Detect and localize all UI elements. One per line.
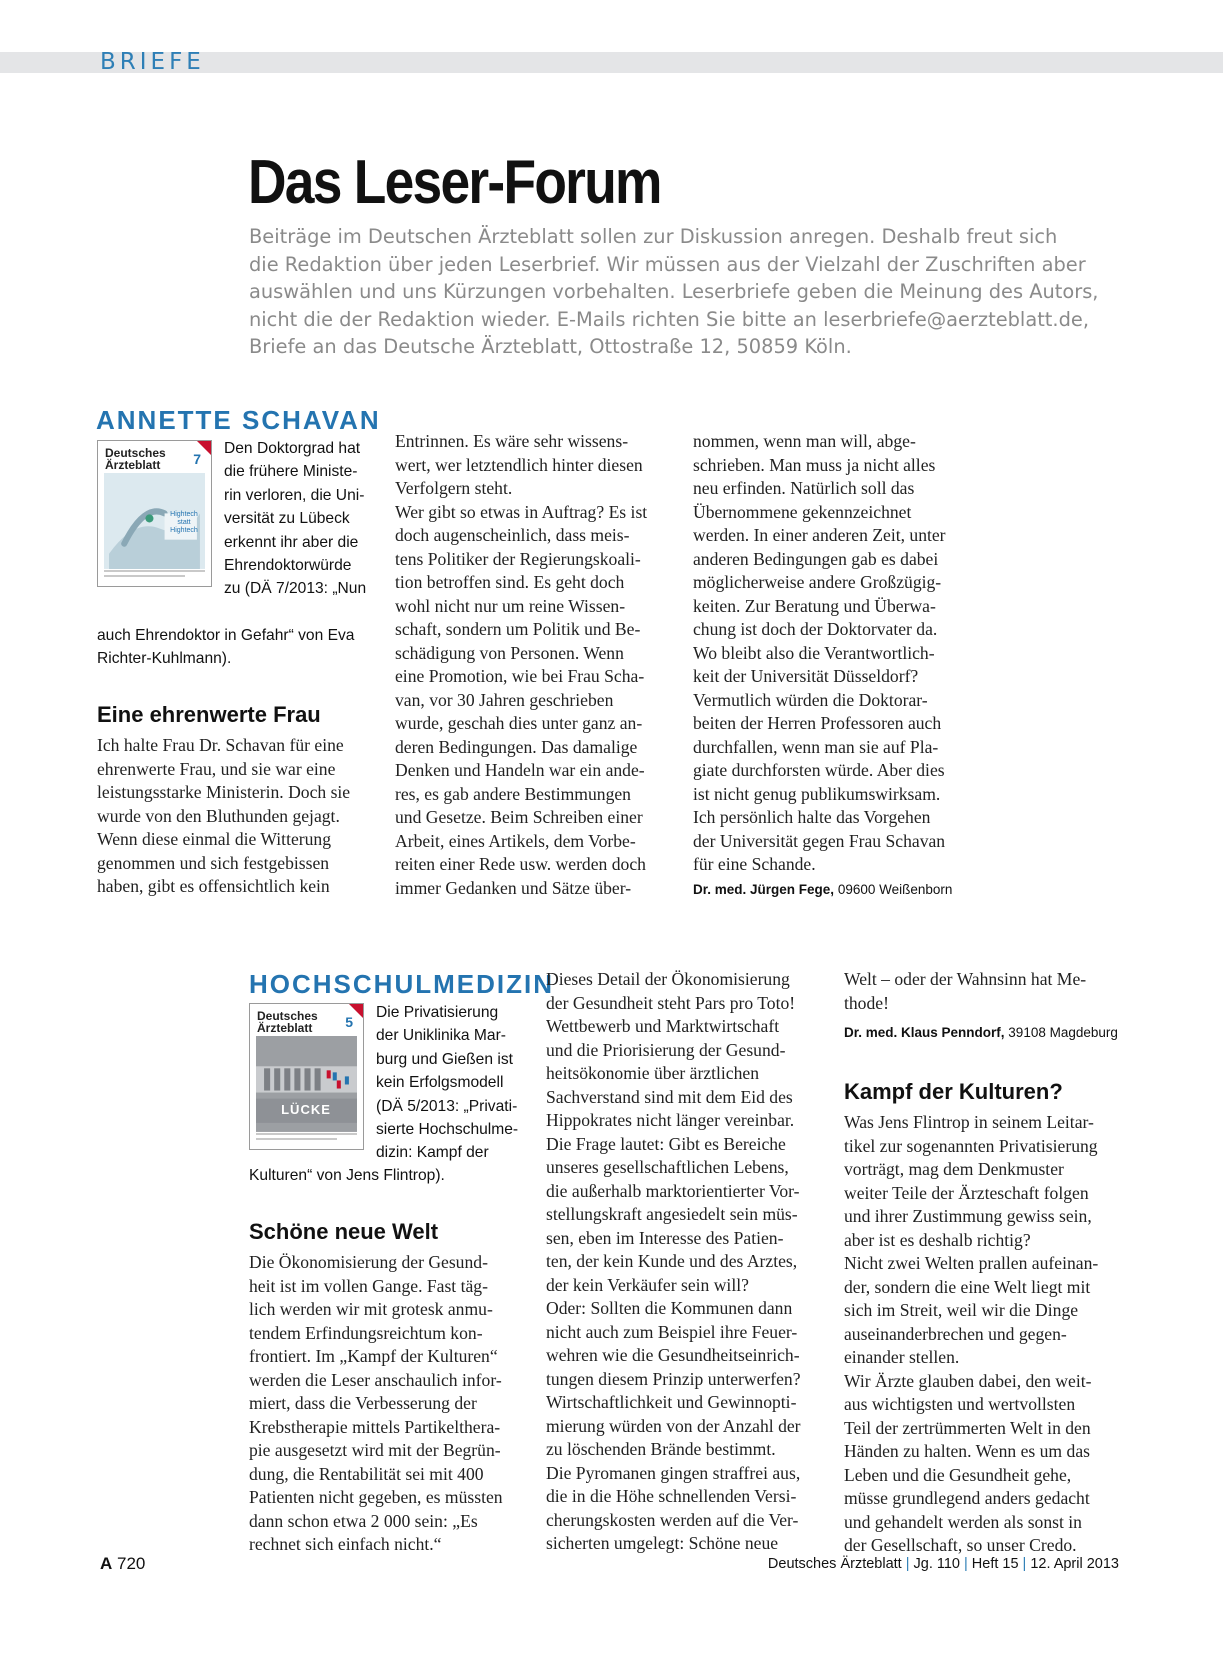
body-line: sicherten umgelegt: Schöne neue: [546, 1533, 779, 1553]
intro-text: [249, 223, 1129, 361]
article1-column-1: [97, 734, 350, 899]
body-line: res, es gab andere Bestimmungen: [395, 783, 631, 804]
teaser-line: auch Ehrendoktor in Gefahr“ von Eva: [97, 627, 355, 644]
teaser-line: rin verloren, die Uni-: [224, 486, 365, 504]
body-line: tens Politiker der Regierungskoali-: [395, 548, 641, 569]
cover-text-lines: [104, 570, 205, 582]
article1-heading: ANNETTE SCHAVAN: [96, 405, 381, 435]
body-line: miert, dass die Verbesserung der: [249, 1393, 477, 1413]
body-line: Nicht zwei Welten prallen aufeinan-: [844, 1253, 1099, 1273]
body-line: und die Priorisierung der Gesund-: [546, 1039, 786, 1060]
body-line: einander stellen.: [844, 1347, 960, 1367]
body-line: der Gesellschaft, so unser Credo.: [844, 1535, 1077, 1555]
page-number-value: 720: [117, 1554, 146, 1573]
body-line: stellungskraft angesiedelt sein müs-: [546, 1204, 798, 1224]
body-line: Patienten nicht gegeben, es müssten: [249, 1487, 503, 1507]
body-line: dung, die Rentabilität sei mit 400: [249, 1463, 484, 1484]
intro-line: auswählen und uns Kürzungen vorbehalten. Leserbriefe geben die Meinung des Autors,: [249, 280, 1099, 304]
footer-separator: |: [1022, 1556, 1027, 1572]
teaser-line: dizin: Kampf der: [376, 1144, 489, 1162]
body-line: durchfallen, wenn man sie auf Pla-: [693, 736, 939, 757]
body-line: neu erfinden. Natürlich soll das: [693, 478, 915, 498]
article2-letter2-title: Kampf der Kulturen?: [844, 1079, 1063, 1104]
footer-separator: |: [964, 1556, 968, 1572]
article2-heading: HOCHSCHULMEDIZIN: [249, 969, 554, 999]
body-line: Wir Ärzte glauben dabei, den weit-: [844, 1370, 1092, 1391]
body-line: tendem Erfindungsreichtum kon-: [249, 1322, 483, 1343]
body-line: dann schon etwa 2 000 sein: „Es: [249, 1510, 478, 1531]
body-line: heit ist im vollen Gange. Fast täg-: [249, 1275, 488, 1296]
article1-column-2: [395, 430, 647, 900]
article1-teaser-continued: [97, 624, 354, 671]
body-line: aber ist es deshalb richtig?: [844, 1229, 1031, 1250]
body-line: eine Promotion, wie bei Frau Scha-: [395, 666, 645, 686]
body-line: Arbeit, eines Artikels, dem Vorbe-: [395, 830, 636, 851]
body-line: Hippokrates nicht länger vereinbar.: [546, 1110, 795, 1130]
body-line: haben, gibt es offensichtlich kein: [97, 876, 330, 896]
body-line: sich im Streit, weil wir die Dinge: [844, 1300, 1079, 1320]
body-line: vorträgt, mag dem Denkmuster: [844, 1159, 1064, 1179]
body-line: wurde, geschah dies unter ganz an-: [395, 713, 643, 733]
article2-letter1-title: Schöne neue Welt: [249, 1219, 439, 1244]
body-line: und Gesetze. Beim Schreiben einer: [395, 807, 643, 827]
teaser-line: erkennt ihr aber die: [224, 533, 359, 551]
body-line: deren Bedingungen. Das damalige: [395, 736, 638, 757]
body-line: Die Ökonomisierung der Gesund-: [249, 1252, 488, 1272]
article1-teaser: [224, 437, 366, 601]
body-line: auseinanderbrechen und gegen-: [844, 1323, 1067, 1344]
signature-name: Dr. med. Jürgen Fege,: [693, 882, 835, 897]
body-line: beiten der Herren Professoren auch: [693, 713, 942, 733]
body-line: Die Frage lautet: Gibt es Bereiche: [546, 1133, 786, 1154]
body-line: Entrinnen. Es wäre sehr wissens-: [395, 431, 629, 451]
cover-issue-number: 7: [193, 451, 201, 467]
footer-journal: Deutsches Ärzteblatt: [767, 1556, 902, 1572]
teaser-line: Ehrendoktorwürde: [224, 557, 352, 575]
body-line: zu löschenden Brände bestimmt.: [546, 1439, 776, 1459]
body-line: werden. In einer anderen Zeit, unter: [693, 525, 946, 545]
intro-line: Briefe an das Deutsche Ärzteblatt, Ottostraße 12, 50859 Köln.: [249, 335, 852, 359]
teaser-line: Den Doktorgrad hat: [224, 440, 361, 457]
page-title: Das Leser-Forum: [248, 148, 661, 217]
body-line: Leben und die Gesundheit gehe,: [844, 1464, 1072, 1485]
body-line: nommen, wenn man will, abge-: [693, 431, 916, 451]
footer-issue: Heft 15: [971, 1556, 1019, 1572]
cover-logo: Deutsches Ärzteblatt: [257, 1009, 318, 1035]
body-line: möglicherweise andere Großzügig-: [693, 572, 942, 592]
body-line: genommen und sich festgebissen: [97, 852, 330, 873]
article2-teaser: [376, 1001, 518, 1165]
teaser-line: Richter-Kuhlmann).: [97, 650, 232, 668]
body-line: werden die Leser anschaulich infor-: [249, 1369, 502, 1390]
body-line: müsse grundlegend anders gedacht: [844, 1488, 1090, 1508]
cover-logo: Deutsches Ärzteblatt: [105, 446, 166, 472]
article2-column-2: [546, 968, 801, 1556]
article1-signature: [693, 880, 952, 900]
cover-issue-number: 5: [345, 1014, 353, 1030]
footer-citation: [768, 1556, 1119, 1572]
intro-line: nicht die der Redaktion wieder. E-Mails richten Sie bitte an leserbriefe@aerzteblatt.de,: [249, 307, 1089, 331]
body-line: heitsökonomie über ärztlichen: [546, 1063, 760, 1083]
body-line: Ich halte Frau Dr. Schavan für eine: [97, 735, 344, 755]
teaser-line: burg und Gießen ist: [376, 1050, 513, 1068]
signature-place: 39108 Magdeburg: [1008, 1025, 1118, 1040]
body-line: Ich persönlich halte das Vorgehen: [693, 807, 931, 827]
article2-column-1: [249, 1251, 503, 1557]
footer-volume: Jg. 110: [913, 1556, 960, 1572]
body-line: der kein Verkäufer sein will?: [546, 1274, 749, 1295]
article2-cover-image: [249, 1003, 364, 1150]
teaser-line: die frühere Ministe-: [224, 463, 358, 481]
teaser-line: zu (DÄ 7/2013: „Nun: [224, 580, 367, 598]
cover-headline: LÜCKE: [281, 1102, 331, 1117]
body-line: und ihrer Zustimmung gewiss sein,: [844, 1206, 1092, 1226]
teaser-line: sierte Hochschulme-: [376, 1121, 519, 1139]
section-label: BRIEFE: [100, 49, 205, 75]
body-line: Welt – oder der Wahnsinn hat Me-: [844, 969, 1087, 989]
body-line: Teil der zertrümmerten Welt in den: [844, 1417, 1091, 1438]
body-line: thode!: [844, 992, 889, 1013]
teaser-line: kein Erfolgsmodell: [376, 1074, 504, 1092]
teaser-line: (DÄ 5/2013: „Privati-: [376, 1097, 518, 1115]
signature-name: Dr. med. Klaus Penndorf,: [844, 1025, 1005, 1040]
body-line: anderen Bedingungen gab es dabei: [693, 548, 939, 569]
body-line: Übernommene gekennzeichnet: [693, 501, 912, 522]
body-line: weiter Teile der Ärzteschaft folgen: [844, 1182, 1089, 1203]
body-line: unseres gesellschaftlichen Lebens,: [546, 1157, 789, 1177]
article1-cover-image: [97, 440, 212, 587]
body-line: der Gesundheit steht Pars pro Toto!: [546, 992, 796, 1013]
body-line: mierung würden von der Anzahl der: [546, 1415, 801, 1436]
article2-column-3-top: [844, 968, 1086, 1015]
body-line: Wettbewerb und Marktwirtschaft: [546, 1016, 780, 1036]
footer-date: 12. April 2013: [1030, 1556, 1119, 1572]
body-line: Wenn diese einmal die Witterung: [97, 829, 332, 849]
body-line: Wirtschaftlichkeit und Gewinnopti-: [546, 1392, 797, 1412]
body-line: schädigung von Personen. Wenn: [395, 642, 624, 663]
article2-teaser-continued: [249, 1164, 445, 1187]
body-line: der, sondern die eine Welt liegt mit: [844, 1276, 1091, 1297]
signature-place: 09600 Weißenborn: [837, 882, 953, 897]
body-line: die in die Höhe schnellenden Versi-: [546, 1486, 797, 1506]
teaser-line: der Uniklinika Mar-: [376, 1027, 506, 1045]
body-line: lich werden wir mit grotesk anmu-: [249, 1299, 493, 1319]
cover-headline: Hightech statt Hightech: [170, 511, 198, 534]
body-line: leistungsstarke Ministerin. Doch sie: [97, 782, 351, 802]
body-line: keit der Universität Düsseldorf?: [693, 666, 919, 686]
body-line: Was Jens Flintrop in seinem Leitar-: [844, 1112, 1094, 1132]
body-line: Denken und Handeln war ein ande-: [395, 760, 645, 780]
intro-line: Beiträge im Deutschen Ärzteblatt sollen zur Diskussion anregen. Deshalb freut sich: [249, 225, 1058, 248]
body-line: keiten. Zur Beratung und Überwa-: [693, 595, 936, 616]
body-line: rechnet sich einfach nicht.“: [249, 1534, 442, 1554]
body-line: immer Gedanken und Sätze über-: [395, 877, 632, 898]
body-line: Oder: Sollten die Kommunen dann: [546, 1298, 793, 1318]
body-line: Wer gibt so etwas in Auftrag? Es ist: [395, 501, 648, 522]
teaser-line: Kulturen“ von Jens Flintrop).: [249, 1167, 445, 1184]
body-line: wehren wie die Gesundheitseinrich-: [546, 1345, 800, 1365]
body-line: Verfolgern steht.: [395, 478, 513, 498]
body-line: giate durchforsten würde. Aber dies: [693, 760, 945, 780]
body-line: wohl nicht nur um reine Wissen-: [395, 595, 626, 616]
article1-letter-title: Eine ehrenwerte Frau: [97, 702, 321, 727]
body-line: und gehandelt werden als sonst in: [844, 1511, 1082, 1532]
body-line: Dieses Detail der Ökonomisierung: [546, 969, 790, 989]
body-line: sen, eben im Interesse des Patien-: [546, 1227, 784, 1248]
teaser-line: Die Privatisierung: [376, 1004, 499, 1021]
body-line: aus wichtigsten und wertvollsten: [844, 1394, 1076, 1414]
body-line: ehrenwerte Frau, und sie war eine: [97, 758, 336, 779]
body-line: nicht auch zum Beispiel ihre Feuer-: [546, 1321, 798, 1342]
body-line: tungen diesem Prinzip unterwerfen?: [546, 1368, 801, 1389]
body-line: tikel zur sogenannten Privatisierung: [844, 1135, 1098, 1156]
body-line: wert, wer letztendlich hinter diesen: [395, 454, 643, 475]
body-line: Händen zu halten. Wenn es um das: [844, 1441, 1090, 1461]
body-line: ten, der kein Kunde und des Arztes,: [546, 1251, 798, 1271]
body-line: Krebstherapie mittels Partikelthera-: [249, 1416, 501, 1437]
body-line: Wo bleibt also die Verantwortlich-: [693, 642, 935, 663]
body-line: cherungskosten werden auf die Ver-: [546, 1509, 799, 1530]
cover-illustration: [256, 1036, 357, 1132]
body-line: wurde von den Bluthunden gejagt.: [97, 805, 340, 826]
body-line: die außerhalb marktorientierter Vor-: [546, 1180, 800, 1201]
intro-line: die Redaktion über jeden Leserbrief. Wir müssen aus der Vielzahl der Zuschriften aber: [249, 252, 1086, 276]
body-line: doch augenscheinlich, dass meis-: [395, 525, 630, 545]
body-line: pie ausgesetzt wird mit der Begrün-: [249, 1440, 501, 1460]
body-line: der Universität gegen Frau Schavan: [693, 830, 946, 851]
body-line: reiten einer Rede usw. werden doch: [395, 854, 646, 874]
body-line: tion betroffen sind. Es geht doch: [395, 572, 625, 592]
teaser-line: versität zu Lübeck: [224, 510, 350, 528]
body-line: schrieben. Man muss ja nicht alles: [693, 454, 936, 475]
article2-signature: [844, 1023, 1118, 1043]
body-line: für eine Schande.: [693, 854, 816, 874]
body-line: ist nicht genug publikumswirksam.: [693, 783, 941, 804]
body-line: van, vor 30 Jahren geschrieben: [395, 689, 614, 710]
page-prefix: A: [100, 1554, 113, 1573]
page-number: [100, 1554, 145, 1574]
cover-text-lines: [256, 1133, 357, 1145]
article1-column-3: [693, 430, 946, 877]
body-line: chung ist doch der Doktorvater da.: [693, 619, 938, 639]
body-line: schaft, sondern um Politik und Be-: [395, 619, 641, 639]
article2-column-3-bottom: [844, 1111, 1098, 1558]
body-line: frontiert. Im „Kampf der Kulturen“: [249, 1346, 498, 1366]
footer-separator: |: [905, 1556, 910, 1572]
body-line: Sachverstand sind mit dem Eid des: [546, 1086, 793, 1107]
body-line: Vermutlich würden die Doktorar-: [693, 689, 928, 710]
body-line: Die Pyromanen gingen straffrei aus,: [546, 1462, 801, 1483]
